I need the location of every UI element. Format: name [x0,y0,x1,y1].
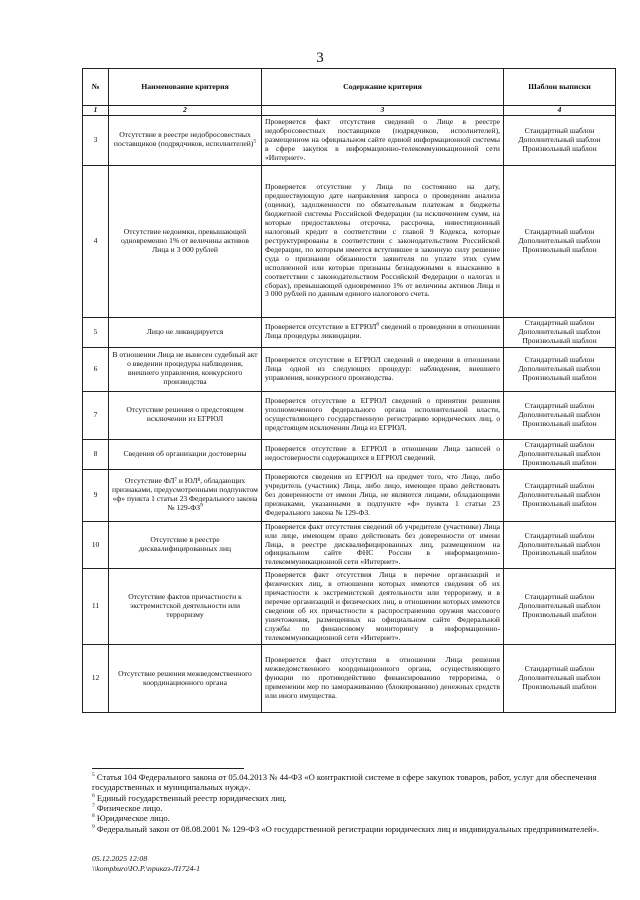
row-number: 10 [83,521,109,569]
template-list [504,391,616,439]
criterion-content-text: Проверяется факт отсутствия сведений о Лице в реестре недобросовестных поставщиков (подрядчиков, исполнителей), размещенном на официальном сайте единой информационной системы в сфере закупок в информационно-телекоммуникационной сети «Интернет». [265,116,500,162]
criterion-name [109,115,262,165]
column-index: 3 [262,106,504,116]
footnote [92,772,614,793]
template-list [504,317,616,347]
criterion-content-text: Проверяется факт отсутствия сведений об учредителе (участнике) Лица или лице, имеющем право действовать без доверенности от имени Лица, в реестре дисквалифицированных лиц, размещенном на официальном сайте ФНС России в информационно-телекоммуникационной сети «Интернет». [265,521,500,567]
row-number: 4 [83,165,109,317]
template-item: Произвольный шаблон [522,335,597,345]
criterion-name [109,347,262,391]
table-row [83,391,616,439]
row-number: 11 [83,569,109,645]
table-header-row [83,69,616,106]
template-item: Стандартный шаблон [524,480,595,490]
footnotes [92,772,614,834]
template-item: Произвольный шаблон [522,143,597,153]
template-item: Произвольный шаблон [522,457,597,467]
row-number: 6 [83,347,109,391]
criterion-content-text: Проверяется отсутствие в ЕГРЮЛ сведений о введении в отношении Лица одной из следующих процедур: наблюдения, внешнего управления, конкурсного производства. [265,354,500,382]
criterion-name [109,521,262,569]
template-item: Произвольный шаблон [522,244,597,254]
criterion-content-text: Проверяется отсутствие в ЕГРЮЛ сведений о принятии решения уполномоченного федерального органа исполнительной власти, осуществляющего государственную регистрацию юридических лиц, о предстоящем исключении Лица из ЕГРЮЛ. [265,396,500,433]
criterion-name-text: Лицо не ликвидируется [146,326,224,336]
table-row [83,165,616,317]
row-number: 7 [83,391,109,439]
criterion-name-text: Отсутствие ФЛ⁷ и ЮЛ⁸, обладающих признаками, предусмотренными подпунктом «ф» пункта 1 статьи 23 Федерального закона № 129-ФЗ [112,476,258,513]
template-item: Произвольный шаблон [522,610,597,620]
template-item: Дополнительный шаблон [518,326,601,336]
criterion-content [262,165,504,317]
template-item: Стандартный шаблон [524,439,595,449]
header-num: № [83,69,109,106]
footnote-mark: 5 [92,772,95,779]
table-row [83,439,616,469]
template-list [504,347,616,391]
template-item: Дополнительный шаблон [518,134,601,144]
footnote [92,824,614,834]
template-item: Стандартный шаблон [524,226,595,236]
template-item: Дополнительный шаблон [518,235,601,245]
template-item: Дополнительный шаблон [518,673,601,683]
template-item: Произвольный шаблон [522,682,597,692]
template-item: Дополнительный шаблон [518,539,601,549]
table-row [83,645,616,713]
criterion-content [262,347,504,391]
stamp-date: 05.12.2025 12:08 [92,854,148,863]
footnote-mark: 7 [92,803,95,810]
template-list [504,115,616,165]
footnote-separator [92,768,244,769]
template-list [504,521,616,569]
criterion-name [109,391,262,439]
criterion-name [109,165,262,317]
table-row [83,521,616,569]
header-template: Шаблон выписки [504,69,616,106]
column-index-row [83,106,616,116]
row-number: 12 [83,645,109,713]
template-item: Произвольный шаблон [522,498,597,508]
template-item: Стандартный шаблон [524,354,595,364]
template-list [504,569,616,645]
stamp-ref: \\kompburo\Ю.Р.\приказ-Л1724-1 [92,863,200,873]
template-item: Стандартный шаблон [524,317,595,327]
column-index: 1 [83,106,109,116]
footnote-text: Федеральный закон от 08.08.2001 № 129-ФЗ «О государственной регистрации юридических лиц и индивидуальных предпринимателей». [96,823,600,834]
row-number: 5 [83,317,109,347]
template-list [504,165,616,317]
table-row [83,569,616,645]
criterion-content [262,317,504,347]
criterion-content [262,439,504,469]
page-number: 3 [316,50,324,66]
column-index: 2 [109,106,262,116]
template-item: Стандартный шаблон [524,664,595,674]
criterion-content [262,521,504,569]
template-item: Дополнительный шаблон [518,448,601,458]
footnote [92,813,614,823]
criterion-name-text: Отсутствие фактов причастности к экстремистской деятельности или терроризму [128,592,242,620]
criterion-content-text: Проверяется отсутствие в ЕГРЮЛ [265,322,377,332]
template-item: Произвольный шаблон [522,372,597,382]
criterion-name [109,645,262,713]
row-number: 9 [83,469,109,521]
column-index: 4 [504,106,616,116]
template-item: Стандартный шаблон [524,592,595,602]
template-item: Стандартный шаблон [524,400,595,410]
criterion-name [109,469,262,521]
criterion-name [109,439,262,469]
criterion-content-text: Проверяется отсутствие у Лица по состоянию на дату, предшествующую дате направления запроса о проведении анализа (оценки), задолженности по обязательным платежам в бюджеты бюджетной системы Российской Федерации (за исключением сумм, на которые предоставлены отсрочка, рассрочка, инвестиционный налоговый кредит в соответствии с главой 9 Кодекса, которые реструктурированы в соответствии с законодательством Российской Федерации, по которым имеется вступившее в законную силу решение суда о признании обязанности заявителя по уплате этих сумм исполненной или которые признаны безнадежными к взысканию в соответствии с законодательством Российской Федерации о налогах и сборах), превышающей одновременно 1% от величины активов Лица и 3 000 рублей по данным единого налогового счета. [265,182,500,299]
footnote-text: Физическое лицо. [96,802,163,813]
row-number: 8 [83,439,109,469]
table-row [83,347,616,391]
template-item: Дополнительный шаблон [518,409,601,419]
footnote-text: Юридическое лицо. [96,813,170,824]
footnote-ref: 6 [376,321,380,328]
footnote-ref: 9 [200,502,203,509]
footnote [92,793,614,803]
row-number: 3 [83,115,109,165]
criterion-content-tail: сведений о проведении в отношении Лица процедуры ликвидации. [265,322,500,341]
footnote-text: Статья 104 Федерального закона от 05.04.2013 № 44-ФЗ «О контрактной системе в сфере закупок товаров, работ, услуг для обеспечения государственных и муниципальных нужд». [92,772,597,793]
table-row [83,115,616,165]
criterion-name [109,569,262,645]
footnote-text: Единый государственный реестр юридических лиц. [96,792,287,803]
template-item: Стандартный шаблон [524,125,595,135]
footnote-mark: 6 [92,792,95,799]
criterion-content [262,391,504,439]
template-list [504,439,616,469]
criteria-table [82,68,616,713]
table-row [83,469,616,521]
header-content: Содержание критерия [262,69,504,106]
footnote-mark: 8 [92,813,95,820]
template-item: Произвольный шаблон [522,418,597,428]
criterion-name-text: В отношении Лица не вынесен судебный акт о введении процедуры наблюдения, внешнего управления, конкурсного производства [112,350,258,387]
criterion-name-text: Отсутствие решения о предстоящем исключении из ЕГРЮЛ [126,405,244,424]
template-item: Стандартный шаблон [524,530,595,540]
template-item: Произвольный шаблон [522,548,597,558]
criterion-content-text: Проверяется факт отсутствия в отношении Лица решения межведомственного координационного органа, осуществляющего функции по противодействию финансированию терроризма, о применении мер по замораживанию (блокированию) денежных средств или иного имущества. [265,655,500,701]
criterion-name-text: Отсутствие в реестре недобросовестных поставщиков (подрядчиков, исполнителей) [113,130,254,149]
template-item: Дополнительный шаблон [518,601,601,611]
criterion-name-text: Отсутствие недоимки, превышающей одновременно 1% от величины активов Лица и 3 000 рублей [121,226,249,254]
criterion-name-text: Отсутствие решения межведомственного координационного органа [118,668,252,687]
header-name: Наименование критерия [109,69,262,106]
criterion-content [262,115,504,165]
table-row [83,317,616,347]
footnote [92,803,614,813]
footnote-ref: 5 [253,138,257,145]
criterion-name-text: Отсутствие в реестре дисквалифицированных лиц [138,535,232,553]
template-item: Дополнительный шаблон [518,489,601,499]
print-stamp [92,854,200,873]
criterion-content [262,645,504,713]
criterion-name [109,317,262,347]
template-list [504,645,616,713]
criterion-content-text: Проверяется отсутствие в ЕГРЮЛ в отношении Лица записей о недостоверности содержащихся в ЕГРЮЛ сведений. [265,444,500,463]
criterion-content-text: Проверяются сведения из ЕГРЮЛ на предмет того, что Лицо, либо учредитель (участник) Лица, либо лицо, имеющее право действовать без доверенности от имени Лица, не являются лицами, обладающими признаками, указанными в подпункте «ф» пункта 1 статьи 23 Федерального закона № 129-ФЗ. [265,471,500,517]
criterion-content-text: Проверяется факт отсутствия Лица в перечне организаций и физических лиц, в отношении которых имеются сведения об их причастности к экстремистской деятельности или терроризму, и в перечне организаций и физических лиц, в отношении которых имеются сведения об их причастности к распространению оружия массового уничтожения, размещенных на официальном сайте Федеральной службы по финансовому мониторингу в информационно-телекоммуникационной сети «Интернет». [265,570,500,642]
template-item: Дополнительный шаблон [518,363,601,373]
footnote-mark: 9 [92,823,95,830]
criterion-content [262,469,504,521]
criterion-content [262,569,504,645]
template-list [504,469,616,521]
criterion-name-text: Сведения об организации достоверны [123,448,247,458]
